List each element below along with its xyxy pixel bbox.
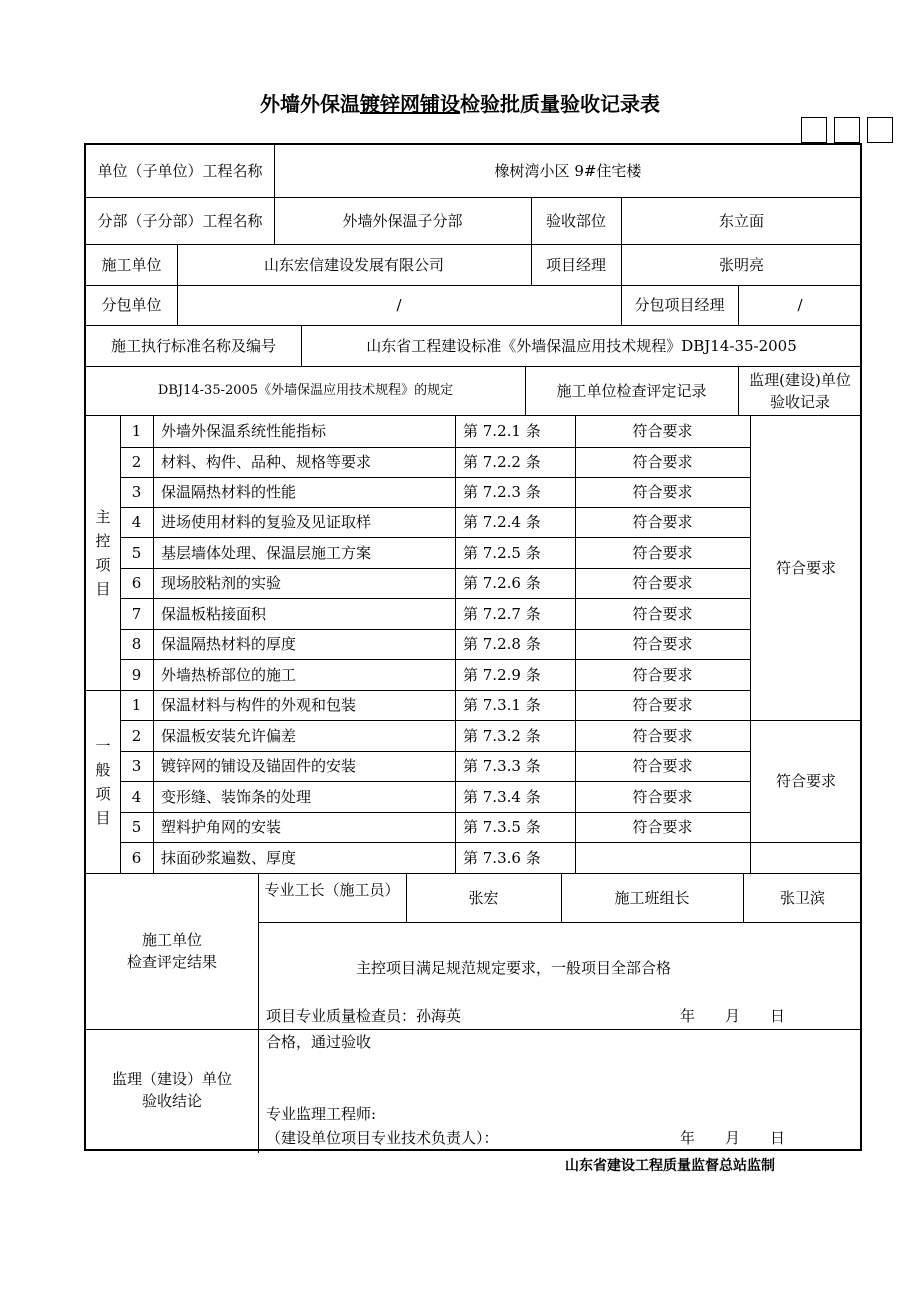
general-items-supervisor-result[interactable]: 符合要求 [775, 772, 836, 790]
item-name: 保温板粘接面积 [161, 604, 267, 623]
foreman-label: 专业工长（施工员） [264, 881, 400, 899]
item-number: 3 [131, 483, 142, 501]
item-clause: 第 7.3.5 条 [463, 818, 541, 836]
spec-column-header: DBJ14-35-2005《外墙保温应用技术规程》的规定 [157, 382, 454, 398]
item-number: 2 [131, 726, 142, 745]
sub-project-label: 分部（子分部）工程名称 [97, 211, 263, 230]
item-name: 保温材料与构件的外观和包装 [161, 696, 357, 714]
item-check-result[interactable]: 符合要求 [632, 818, 693, 836]
team-leader-value[interactable]: 张卫滨 [779, 888, 825, 907]
item-clause: 第 7.2.2 条 [463, 453, 541, 471]
item-number: 1 [131, 422, 142, 440]
item-name: 材料、构件、品种、规格等要求 [161, 453, 372, 471]
item-number: 9 [131, 665, 142, 684]
pm-value[interactable]: 张明亮 [718, 255, 764, 274]
item-clause: 第 7.3.6 条 [463, 848, 541, 867]
item-name: 抹面砂浆遍数、厚度 [161, 848, 297, 867]
accept-part-label: 验收部位 [545, 211, 606, 230]
item-number: 6 [131, 574, 142, 592]
item-name: 基层墙体处理、保温层施工方案 [161, 543, 372, 562]
item-clause: 第 7.2.3 条 [463, 483, 541, 501]
supervisor-date[interactable]: 年 月 日 [680, 1129, 786, 1147]
item-clause: 第 7.2.6 条 [463, 574, 541, 592]
pm-label: 项目经理 [545, 255, 606, 274]
supervisor-check-header: 监理(建设)单位验收记录 [749, 370, 851, 411]
item-clause: 第 7.2.9 条 [463, 665, 541, 684]
item-name: 外墙外保温系统性能指标 [161, 422, 327, 440]
item-check-result[interactable]: 符合要求 [632, 665, 693, 684]
issuer-footer: 山东省建设工程质量监督总站监制 [565, 1158, 775, 1174]
sub-pm-label: 分包项目经理 [634, 296, 725, 314]
general-items-label: 一 般 项 目 [95, 736, 111, 827]
project-name-value[interactable]: 橡树湾小区 9#住宅楼 [494, 162, 642, 180]
item-check-result[interactable]: 符合要求 [632, 757, 693, 775]
accept-part-value[interactable]: 东立面 [718, 211, 764, 230]
item-name: 镀锌网的铺设及锚固件的安装 [161, 757, 357, 775]
supervisor-conclusion[interactable]: 合格，通过验收 [266, 1033, 372, 1051]
item-clause: 第 7.3.2 条 [463, 726, 541, 745]
item-check-result[interactable]: 符合要求 [632, 574, 693, 592]
main-items-supervisor-result[interactable]: 符合要求 [775, 558, 836, 577]
serial-box[interactable] [834, 117, 860, 143]
item-number: 1 [131, 696, 142, 714]
sub-project-value[interactable]: 外墙外保温子分部 [342, 211, 463, 230]
item-clause: 第 7.2.5 条 [463, 543, 541, 562]
item-clause: 第 7.2.4 条 [463, 513, 541, 531]
contractor-conclusion[interactable]: 主控项目满足规范规定要求，一般项目全部合格 [356, 959, 672, 977]
item-clause: 第 7.2.1 条 [463, 422, 541, 440]
item-check-result[interactable]: 符合要求 [632, 696, 693, 714]
team-leader-label: 施工班组长 [614, 888, 690, 907]
item-check-result[interactable]: 符合要求 [632, 726, 693, 745]
contractor-value[interactable]: 山东宏信建设发展有限公司 [263, 255, 444, 274]
item-name: 塑料护角网的安装 [161, 818, 282, 836]
item-name: 外墙热桥部位的施工 [161, 665, 297, 684]
standard-value[interactable]: 山东省工程建设标准《外墙保温应用技术规程》DBJ14-35-2005 [366, 336, 797, 355]
contractor-check-header: 施工单位检查评定记录 [556, 381, 707, 400]
item-clause: 第 7.3.1 条 [463, 696, 541, 714]
subcontractor-label: 分包单位 [101, 296, 162, 314]
quality-inspector[interactable]: 项目专业质量检查员：孙海英 [266, 1007, 462, 1025]
item-name: 现场胶粘剂的实验 [161, 574, 282, 592]
item-number: 8 [131, 635, 142, 653]
contractor-date[interactable]: 年 月 日 [680, 1007, 786, 1025]
inspection-form [84, 143, 862, 1151]
supervisor-result-label: 监理（建设）单位 验收结论 [111, 1070, 232, 1110]
item-name: 保温隔热材料的性能 [161, 483, 297, 501]
foreman-value[interactable]: 张宏 [468, 888, 499, 907]
item-check-result[interactable]: 符合要求 [632, 422, 693, 440]
item-clause: 第 7.3.3 条 [463, 757, 541, 775]
item-clause: 第 7.2.8 条 [463, 635, 541, 653]
item-number: 5 [131, 818, 142, 836]
item-number: 4 [131, 787, 142, 806]
serial-box[interactable] [867, 117, 893, 143]
sub-pm-value[interactable]: / [797, 296, 803, 314]
item-number: 4 [131, 513, 142, 531]
item-clause: 第 7.3.4 条 [463, 787, 541, 806]
item-check-result[interactable]: 符合要求 [632, 513, 693, 531]
owner-tech-lead-label: （建设单位项目专业技术负责人）： [266, 1129, 499, 1147]
main-items-label: 主 控 项 目 [95, 507, 111, 598]
item-check-result[interactable]: 符合要求 [632, 453, 693, 471]
item-number: 2 [131, 453, 142, 471]
item-check-result[interactable]: 符合要求 [632, 604, 693, 623]
subcontractor-value[interactable]: / [396, 296, 402, 314]
item-name: 保温隔热材料的厚度 [161, 635, 297, 653]
project-name-label: 单位（子单位）工程名称 [97, 162, 263, 180]
form-title: 外墙外保温镀锌网铺设检验批质量验收记录表 [260, 92, 660, 116]
item-name: 进场使用材料的复验及见证取样 [161, 513, 372, 531]
item-number: 5 [131, 543, 142, 562]
item-name: 保温板安装允许偏差 [161, 726, 297, 745]
item-check-result[interactable]: 符合要求 [632, 483, 693, 501]
item-number: 3 [131, 757, 142, 775]
item-name: 变形缝、装饰条的处理 [161, 787, 312, 806]
serial-box[interactable] [801, 117, 827, 143]
item-check-result[interactable]: 符合要求 [632, 543, 693, 562]
standard-label: 施工执行标准名称及编号 [110, 336, 276, 355]
item-number: 7 [131, 604, 142, 623]
item-check-result[interactable]: 符合要求 [632, 635, 693, 653]
item-number: 6 [131, 848, 142, 867]
item-check-result[interactable]: 符合要求 [632, 787, 693, 806]
item-clause: 第 7.2.7 条 [463, 604, 541, 623]
contractor-result-label: 施工单位 检查评定结果 [126, 931, 217, 971]
item-check-result[interactable] [575, 842, 750, 873]
contractor-label: 施工单位 [101, 255, 162, 274]
supervising-engineer-label: 专业监理工程师: [266, 1105, 377, 1123]
